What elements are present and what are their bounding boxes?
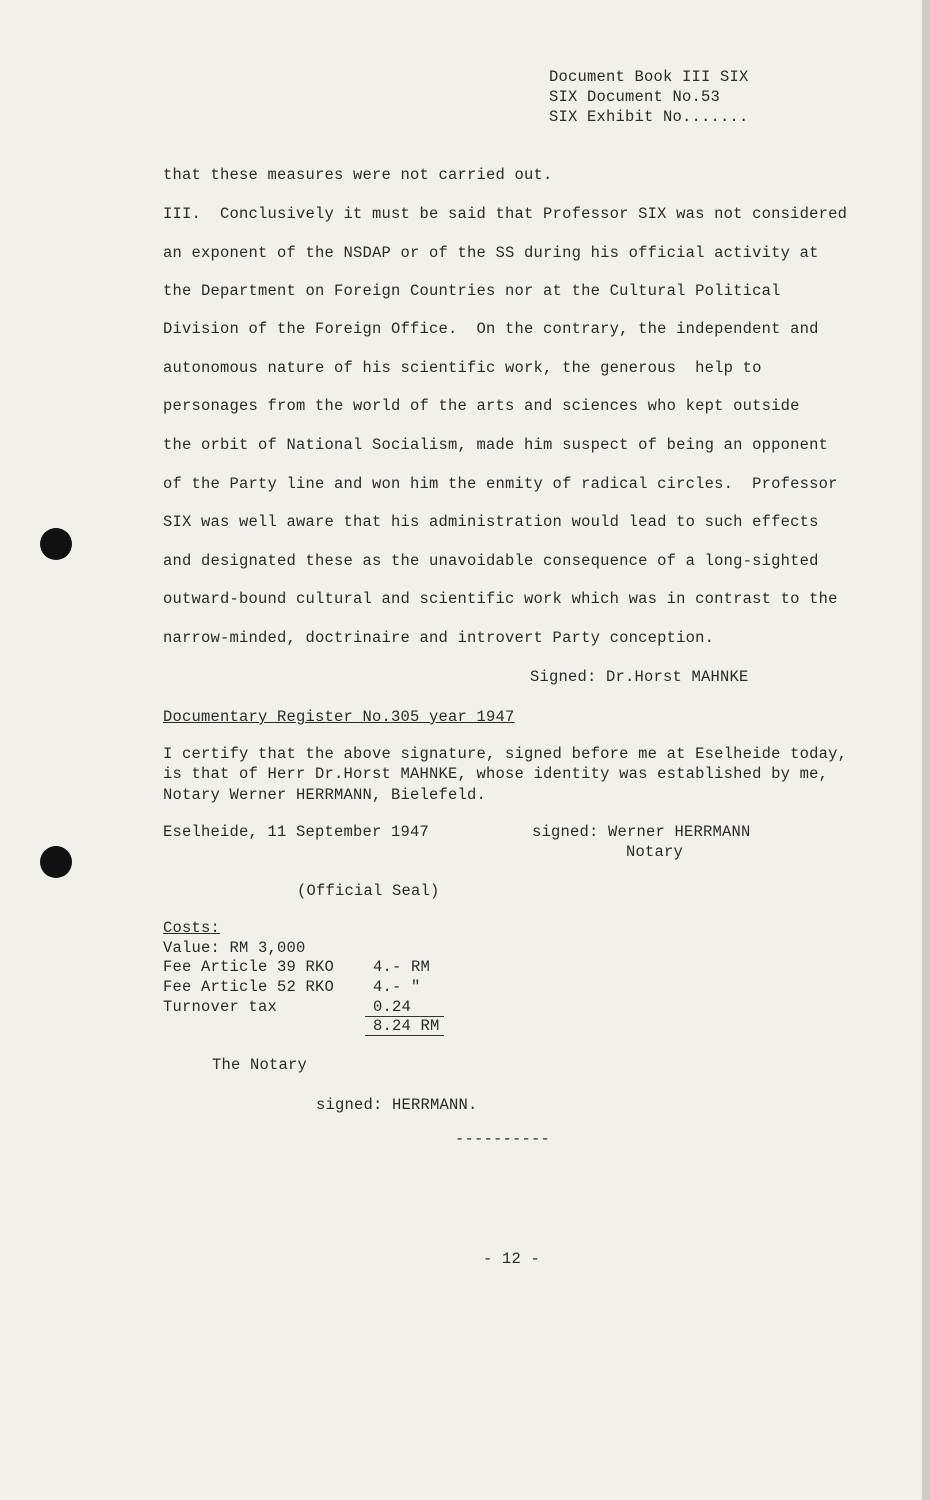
notary-title: Notary	[626, 843, 684, 861]
end-rule: ----------	[455, 1130, 551, 1148]
official-seal: (Official Seal)	[297, 882, 440, 900]
certify-line: Notary Werner HERRMANN, Bielefeld.	[163, 786, 487, 804]
body-line: outward-bound cultural and scientific work which was in contrast to the	[163, 590, 838, 608]
costs-row-label: Fee Article 52 RKO	[163, 978, 335, 996]
costs-row-amount: 4.- RM	[373, 958, 431, 976]
costs-total-rule	[365, 1035, 444, 1036]
body-line: personages from the world of the arts and sciences who kept outside	[163, 397, 800, 415]
body-line: and designated these as the unavoidable consequence of a long-sighted	[163, 552, 819, 570]
signed-herrmann: signed: HERRMANN.	[316, 1096, 478, 1114]
header-document-book: Document Book III SIX	[549, 68, 749, 86]
costs-value: Value: RM 3,000	[163, 939, 306, 957]
costs-total: 8.24 RM	[373, 1017, 440, 1035]
certify-line: is that of Herr Dr.Horst MAHNKE, whose identity was established by me,	[163, 765, 829, 783]
body-line: of the Party line and won him the enmity of radical circles. Professor	[163, 475, 838, 493]
the-notary: The Notary	[212, 1056, 308, 1074]
page-number: - 12 -	[483, 1250, 541, 1268]
page-edge	[922, 0, 930, 1500]
costs-row-label: Turnover tax	[163, 998, 278, 1016]
body-line: Division of the Foreign Office. On the contrary, the independent and	[163, 320, 819, 338]
notary-signed: signed: Werner HERRMANN	[532, 823, 751, 841]
header-exhibit-number: SIX Exhibit No.......	[549, 108, 749, 126]
body-line: the Department on Foreign Countries nor at the Cultural Political	[163, 282, 781, 300]
costs-row-amount: 0.24	[373, 998, 412, 1016]
costs-row-amount: 4.- "	[373, 978, 421, 996]
body-line: an exponent of the NSDAP or of the SS during his official activity at	[163, 244, 819, 262]
punch-hole-bottom	[40, 846, 72, 878]
certify-line: I certify that the above signature, signed before me at Eselheide today,	[163, 745, 848, 763]
place-date: Eselheide, 11 September 1947	[163, 823, 430, 841]
documentary-register: Documentary Register No.305 year 1947	[163, 708, 515, 726]
body-line: that these measures were not carried out.	[163, 166, 553, 184]
body-line: III. Conclusively it must be said that Professor SIX was not considered	[163, 205, 848, 223]
punch-hole-top	[40, 528, 72, 560]
body-line: the orbit of National Socialism, made him suspect of being an opponent	[163, 436, 829, 454]
costs-heading: Costs:	[163, 919, 221, 937]
body-line: narrow-minded, doctrinaire and introvert Party conception.	[163, 629, 715, 647]
costs-row-label: Fee Article 39 RKO	[163, 958, 335, 976]
signed-mahnke: Signed: Dr.Horst MAHNKE	[530, 668, 749, 686]
body-line: SIX was well aware that his administration would lead to such effects	[163, 513, 819, 531]
body-line: autonomous nature of his scientific work, the generous help to	[163, 359, 762, 377]
header-document-number: SIX Document No.53	[549, 88, 721, 106]
